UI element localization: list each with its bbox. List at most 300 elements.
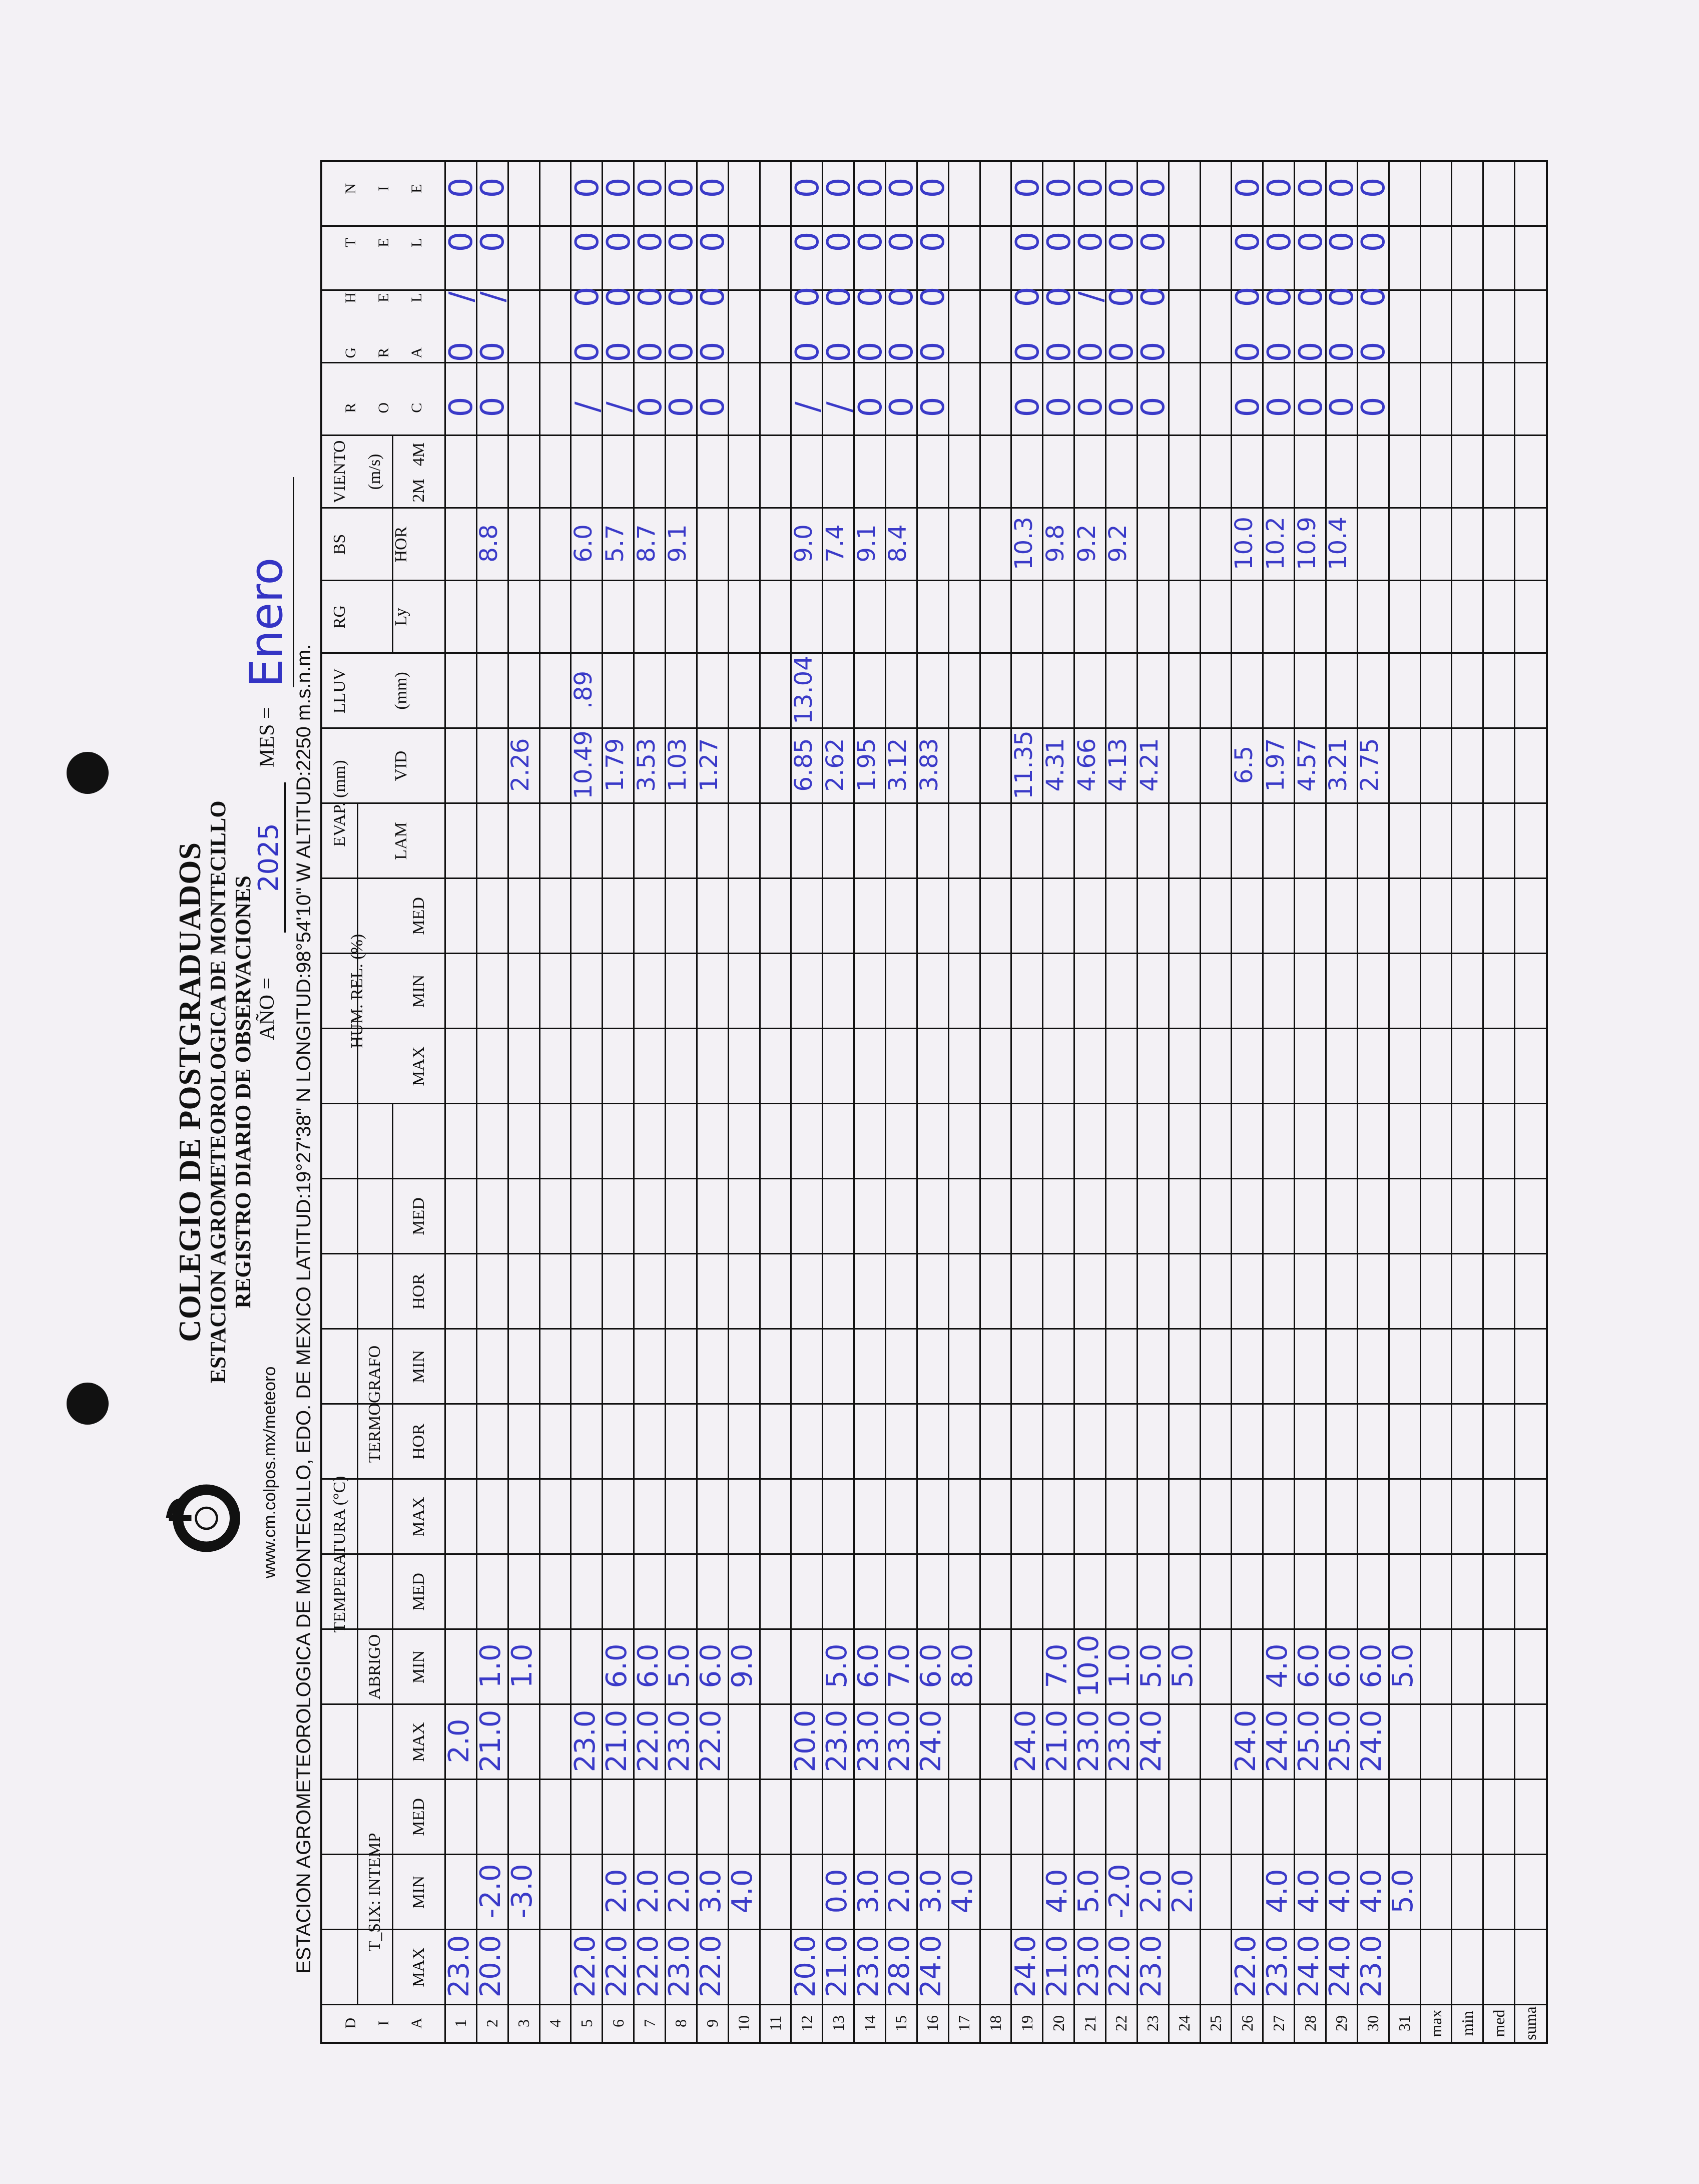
handwritten-tsix-min: 5.0 xyxy=(1072,1869,1105,1914)
handwritten-tsix-max: 22.0 xyxy=(600,1935,633,1998)
handwritten-ab-min: 6.0 xyxy=(1355,1643,1388,1688)
handwritten-ab-max: 24.0 xyxy=(1229,1709,1262,1773)
handwritten-vid: 1.27 xyxy=(695,738,724,792)
handwritten-nie: 0 xyxy=(1103,177,1141,198)
header-hum-rel: HUM. REL. (%) xyxy=(348,934,367,1049)
handwritten-ab-min: 4.0 xyxy=(1261,1643,1294,1688)
handwritten-gra: 0 xyxy=(1135,341,1173,362)
header-termo-hor: HOR xyxy=(409,1424,428,1460)
handwritten-gra: 0 xyxy=(1324,341,1361,362)
day-label: 1 xyxy=(451,2019,470,2027)
day-label: 8 xyxy=(672,2019,690,2027)
handwritten-bs: 9.2 xyxy=(1072,524,1101,563)
handwritten-nie: 0 xyxy=(632,177,669,198)
handwritten-gra: 0 xyxy=(443,341,480,362)
header-viento: VIENTO xyxy=(330,440,349,504)
day-label: 10 xyxy=(735,2015,753,2031)
header-bs-hor: HOR xyxy=(391,526,410,563)
handwritten-vid: 6.85 xyxy=(789,738,818,792)
handwritten-tsix-min: -2.0 xyxy=(474,1864,507,1919)
handwritten-bs: 9.0 xyxy=(789,524,818,563)
header-evap-vid: VID xyxy=(391,750,410,781)
handwritten-roc: 0 xyxy=(1355,396,1393,417)
handwritten-gra: 0 xyxy=(883,341,921,362)
header-tsix-med: MED xyxy=(409,1798,428,1836)
handwritten-gra: 0 xyxy=(474,341,512,362)
handwritten-ab-max: 25.0 xyxy=(1292,1709,1325,1773)
handwritten-vid: 6.5 xyxy=(1230,745,1258,784)
handwritten-bs: 9.1 xyxy=(664,524,692,563)
handwritten-roc: 0 xyxy=(1103,396,1141,417)
header-rg: RG xyxy=(330,605,349,629)
handwritten-hel: 0 xyxy=(1135,286,1173,307)
handwritten-ab-min: 6.0 xyxy=(915,1643,948,1688)
header-hum-med: MED xyxy=(409,897,428,935)
handwritten-ab-min: 1.0 xyxy=(506,1643,539,1688)
month-label: MES = xyxy=(256,707,279,767)
handwritten-tsix-max: 20.0 xyxy=(789,1935,822,1998)
handwritten-bs: 8.7 xyxy=(632,524,661,563)
handwritten-tsix-max: 23.0 xyxy=(1261,1935,1294,1998)
header-evap-lam: LAM xyxy=(391,822,410,860)
handwritten-tel: 0 xyxy=(1072,231,1109,252)
handwritten-ab-min: 5.0 xyxy=(1387,1643,1420,1688)
handwritten-gra: 0 xyxy=(695,341,732,362)
day-label: suma xyxy=(1521,2006,1539,2040)
handwritten-tel: 0 xyxy=(1229,231,1267,252)
handwritten-hel: 0 xyxy=(1292,286,1330,307)
day-label: 24 xyxy=(1175,2015,1194,2031)
handwritten-hel: 0 xyxy=(695,286,732,307)
handwritten-roc: / xyxy=(820,401,858,412)
handwritten-ab-min: 9.0 xyxy=(726,1643,759,1688)
header-tsix-min: MIN xyxy=(409,1875,428,1909)
handwritten-gra: 0 xyxy=(915,341,952,362)
observation-table xyxy=(320,160,1548,2044)
handwritten-tsix-max: 23.0 xyxy=(852,1935,885,1998)
handwritten-bs: 8.4 xyxy=(884,524,912,563)
handwritten-hel: 0 xyxy=(1009,286,1046,307)
handwritten-ab-min: 8.0 xyxy=(946,1643,979,1688)
handwritten-bs: 8.8 xyxy=(475,524,503,563)
handwritten-ab-min: 7.0 xyxy=(1040,1643,1073,1688)
handwritten-tel: 0 xyxy=(915,231,952,252)
day-label: 15 xyxy=(892,2015,910,2031)
day-label: 7 xyxy=(640,2019,659,2027)
handwritten-tsix-min: 3.0 xyxy=(695,1869,728,1914)
day-label: 19 xyxy=(1017,2015,1036,2031)
day-label: 5 xyxy=(577,2019,596,2027)
handwritten-tsix-max: 23.0 xyxy=(1072,1935,1105,1998)
handwritten-hel: 0 xyxy=(1355,286,1393,307)
handwritten-tsix-min: 4.0 xyxy=(1040,1869,1073,1914)
day-label: 14 xyxy=(860,2015,879,2031)
handwritten-gra: 0 xyxy=(1040,341,1078,362)
handwritten-roc: 0 xyxy=(852,396,889,417)
handwritten-roc: 0 xyxy=(474,396,512,417)
handwritten-nie: 0 xyxy=(474,177,512,198)
handwritten-hel: 0 xyxy=(569,286,606,307)
handwritten-bs: 10.9 xyxy=(1293,517,1321,570)
day-label: min xyxy=(1458,2011,1476,2036)
handwritten-tel: 0 xyxy=(443,231,480,252)
handwritten-vid: 11.35 xyxy=(1009,730,1038,799)
handwritten-tsix-min: -2.0 xyxy=(1103,1864,1137,1919)
register-subtitle: REGISTRO DIARIO DE OBSERVACIONES xyxy=(231,876,255,1308)
handwritten-tsix-min: -3.0 xyxy=(506,1864,539,1919)
header-termo-med: MED xyxy=(409,1197,428,1235)
day-label: 9 xyxy=(703,2019,722,2027)
handwritten-vid: 1.97 xyxy=(1261,738,1290,792)
handwritten-ab-max: 21.0 xyxy=(1040,1709,1073,1773)
handwritten-vid: 3.12 xyxy=(884,738,912,792)
handwritten-nie: 0 xyxy=(820,177,858,198)
handwritten-nie: 0 xyxy=(1229,177,1267,198)
handwritten-hel: 0 xyxy=(600,286,638,307)
header-termo-max: MAX xyxy=(409,1497,428,1537)
handwritten-tsix-max: 24.0 xyxy=(1009,1935,1042,1998)
header-bs: BS xyxy=(330,534,349,555)
handwritten-tsix-max: 22.0 xyxy=(569,1935,602,1998)
handwritten-bs: 6.0 xyxy=(569,524,598,563)
handwritten-ab-min: 1.0 xyxy=(1103,1643,1137,1688)
handwritten-nie: 0 xyxy=(600,177,638,198)
station-location: ESTACION AGROMETEOROLOGICA DE MONTECILLO, EDO. DE MEXICO LATITUD:19°27'38" N LONGITUD:98°54'10" W ALTITUD:2250 m.s.n.m. xyxy=(293,644,315,1974)
day-label: 16 xyxy=(923,2015,942,2031)
handwritten-gra: 0 xyxy=(852,341,889,362)
handwritten-ab-max: 24.0 xyxy=(1261,1709,1294,1773)
handwritten-ab-max: 24.0 xyxy=(915,1709,948,1773)
handwritten-nie: 0 xyxy=(1355,177,1393,198)
handwritten-tel: 0 xyxy=(474,231,512,252)
handwritten-bs: 10.2 xyxy=(1261,517,1290,570)
handwritten-nie: 0 xyxy=(1292,177,1330,198)
header-tel: T E L xyxy=(342,234,425,251)
handwritten-roc: 0 xyxy=(695,396,732,417)
handwritten-ab-max: 21.0 xyxy=(474,1709,507,1773)
handwritten-tel: 0 xyxy=(569,231,606,252)
handwritten-nie: 0 xyxy=(1009,177,1046,198)
day-label: 29 xyxy=(1332,2015,1351,2031)
day-label: 20 xyxy=(1049,2015,1067,2031)
handwritten-ab-min: 5.0 xyxy=(820,1643,853,1688)
header-viento-2m: 2M xyxy=(409,479,428,503)
header-t-six: T_SIX: INTEMP xyxy=(365,1833,384,1952)
day-label: med xyxy=(1489,2009,1508,2037)
handwritten-bs: 5.7 xyxy=(601,524,629,563)
handwritten-tsix-min: 4.0 xyxy=(1324,1869,1357,1914)
handwritten-roc: 0 xyxy=(632,396,669,417)
handwritten-vid: 10.49 xyxy=(569,730,598,799)
header-evap: EVAP. (mm) xyxy=(330,760,349,847)
handwritten-tsix-min: 4.0 xyxy=(726,1869,759,1914)
handwritten-roc: / xyxy=(569,401,606,412)
header-termo-hor2: HOR xyxy=(409,1273,428,1309)
handwritten-roc: 0 xyxy=(663,396,701,417)
handwritten-hel: 0 xyxy=(1103,286,1141,307)
handwritten-tel: 0 xyxy=(695,231,732,252)
handwritten-hel: / xyxy=(1072,291,1109,302)
handwritten-roc: 0 xyxy=(1229,396,1267,417)
day-label: 12 xyxy=(797,2015,816,2031)
handwritten-tsix-min: 2.0 xyxy=(632,1869,665,1914)
handwritten-tel: 0 xyxy=(1292,231,1330,252)
handwritten-nie: 0 xyxy=(663,177,701,198)
handwritten-tel: 0 xyxy=(820,231,858,252)
handwritten-ab-max: 23.0 xyxy=(1072,1709,1105,1773)
handwritten-gra: 0 xyxy=(1355,341,1393,362)
day-label: 27 xyxy=(1269,2015,1288,2031)
day-label: 22 xyxy=(1112,2015,1130,2031)
handwritten-ab-min: 6.0 xyxy=(1324,1643,1357,1688)
handwritten-ab-max: 24.0 xyxy=(1355,1709,1388,1773)
handwritten-hel: 0 xyxy=(1040,286,1078,307)
handwritten-nie: 0 xyxy=(1040,177,1078,198)
handwritten-gra: 0 xyxy=(632,341,669,362)
handwritten-gra: 0 xyxy=(1072,341,1109,362)
year-label: AÑO = xyxy=(256,977,279,1040)
handwritten-hel: 0 xyxy=(820,286,858,307)
header-abrigo-med: MED xyxy=(409,1573,428,1611)
handwritten-nie: 0 xyxy=(789,177,826,198)
handwritten-vid: 1.03 xyxy=(664,738,692,792)
header-lluv: LLUV xyxy=(330,668,349,714)
handwritten-ab-max: 22.0 xyxy=(632,1709,665,1773)
day-label: 23 xyxy=(1144,2015,1162,2031)
colpos-logo xyxy=(165,1481,240,1556)
handwritten-ab-min: 5.0 xyxy=(1167,1643,1200,1688)
header-rg-ly: Ly xyxy=(391,608,410,626)
handwritten-tel: 0 xyxy=(1135,231,1173,252)
handwritten-hel: 0 xyxy=(1229,286,1267,307)
handwritten-nie: 0 xyxy=(852,177,889,198)
handwritten-hel: / xyxy=(443,291,480,302)
handwritten-tel: 0 xyxy=(600,231,638,252)
handwritten-tsix-max: 23.0 xyxy=(1135,1935,1168,1998)
handwritten-gra: 0 xyxy=(820,341,858,362)
handwritten-tsix-max: 24.0 xyxy=(1292,1935,1325,1998)
handwritten-vid: 4.21 xyxy=(1136,738,1164,792)
handwritten-tsix-min: 2.0 xyxy=(600,1869,633,1914)
handwritten-ab-max: 20.0 xyxy=(789,1709,822,1773)
handwritten-nie: 0 xyxy=(915,177,952,198)
day-label: 21 xyxy=(1080,2015,1099,2031)
handwritten-tsix-max: 22.0 xyxy=(1103,1935,1137,1998)
day-label: 25 xyxy=(1207,2015,1225,2031)
day-label: 30 xyxy=(1364,2015,1382,2031)
day-label: 6 xyxy=(609,2019,627,2027)
station-subtitle: ESTACION AGROMETEOROLOGICA DE MONTECILLO xyxy=(206,800,230,1384)
header-gra: G R A xyxy=(342,344,425,361)
header-termo-min: MIN xyxy=(409,1350,428,1384)
handwritten-gra: 0 xyxy=(1292,341,1330,362)
handwritten-tel: 0 xyxy=(632,231,669,252)
handwritten-roc: 0 xyxy=(1292,396,1330,417)
handwritten-tsix-min: 3.0 xyxy=(852,1869,885,1914)
header-abrigo-min: MIN xyxy=(409,1650,428,1684)
handwritten-tsix-min: 4.0 xyxy=(1355,1869,1388,1914)
handwritten-bs: 9.8 xyxy=(1041,524,1069,563)
handwritten-tel: 0 xyxy=(852,231,889,252)
day-label: 3 xyxy=(514,2019,533,2027)
handwritten-ab-min: 1.0 xyxy=(474,1643,507,1688)
handwritten-roc: 0 xyxy=(1072,396,1109,417)
handwritten-tsix-min: 3.0 xyxy=(915,1869,948,1914)
day-label: max xyxy=(1427,2009,1445,2037)
handwritten-tsix-max: 22.0 xyxy=(632,1935,665,1998)
handwritten-vid: 3.83 xyxy=(915,738,944,792)
handwritten-ab-max: 22.0 xyxy=(695,1709,728,1773)
handwritten-tsix-max: 22.0 xyxy=(1229,1935,1262,1998)
handwritten-ab-max: 23.0 xyxy=(852,1709,885,1773)
handwritten-tsix-min: 2.0 xyxy=(883,1869,916,1914)
handwritten-roc: 0 xyxy=(1261,396,1298,417)
handwritten-gra: 0 xyxy=(1229,341,1267,362)
handwritten-gra: 0 xyxy=(600,341,638,362)
header-viento-4m: 4M xyxy=(409,442,428,467)
handwritten-hel: 0 xyxy=(883,286,921,307)
handwritten-bs: 10.0 xyxy=(1230,517,1258,570)
header-hel: H E L xyxy=(342,289,425,306)
handwritten-vid: 2.75 xyxy=(1356,738,1384,792)
handwritten-ab-max: 23.0 xyxy=(883,1709,916,1773)
handwritten-ab-max: 24.0 xyxy=(1009,1709,1042,1773)
header-abrigo-max: MAX xyxy=(409,1722,428,1762)
handwritten-tsix-min: 0.0 xyxy=(820,1869,853,1914)
handwritten-nie: 0 xyxy=(1324,177,1361,198)
handwritten-tel: 0 xyxy=(1324,231,1361,252)
handwritten-gra: 0 xyxy=(663,341,701,362)
header-lluv-mm: (mm) xyxy=(391,672,410,710)
handwritten-vid: 4.13 xyxy=(1104,738,1132,792)
handwritten-gra: 0 xyxy=(1009,341,1046,362)
handwritten-roc: 0 xyxy=(1040,396,1078,417)
handwritten-hel: / xyxy=(474,291,512,302)
handwritten-roc: 0 xyxy=(443,396,480,417)
handwritten-tsix-min: 4.0 xyxy=(1261,1869,1294,1914)
handwritten-ab-min: 6.0 xyxy=(852,1643,885,1688)
handwritten-tel: 0 xyxy=(663,231,701,252)
handwritten-roc: / xyxy=(600,401,638,412)
handwritten-ab-max: 24.0 xyxy=(1135,1709,1168,1773)
handwritten-vid: 3.53 xyxy=(632,738,661,792)
header-abrigo: ABRIGO xyxy=(365,1634,384,1700)
handwritten-tsix-max: 21.0 xyxy=(820,1935,853,1998)
header-termografo: TERMOGRAFO xyxy=(365,1345,384,1463)
handwritten-nie: 0 xyxy=(1072,177,1109,198)
handwritten-hel: 0 xyxy=(852,286,889,307)
day-label: 18 xyxy=(986,2015,1004,2031)
header-temperatura: TEMPERATURA (°C) xyxy=(330,1476,349,1633)
handwritten-tel: 0 xyxy=(1040,231,1078,252)
handwritten-ab-min: 6.0 xyxy=(695,1643,728,1688)
handwritten-tsix-max: 23.0 xyxy=(443,1935,476,1998)
handwritten-hel: 0 xyxy=(1261,286,1298,307)
handwritten-ab-max: 2.0 xyxy=(443,1718,476,1764)
handwritten-tel: 0 xyxy=(883,231,921,252)
day-label: 17 xyxy=(955,2015,973,2031)
handwritten-gra: 0 xyxy=(1261,341,1298,362)
handwritten-vid: 2.62 xyxy=(821,738,849,792)
handwritten-hel: 0 xyxy=(1324,286,1361,307)
handwritten-tsix-min: 2.0 xyxy=(663,1869,696,1914)
handwritten-ab-max: 23.0 xyxy=(820,1709,853,1773)
header-hum-min: MIN xyxy=(409,974,428,1008)
handwritten-vid: 4.66 xyxy=(1072,738,1101,792)
handwritten-gra: 0 xyxy=(569,341,606,362)
day-label: 2 xyxy=(483,2019,501,2027)
handwritten-tsix-max: 24.0 xyxy=(1324,1935,1357,1998)
handwritten-nie: 0 xyxy=(1261,177,1298,198)
handwritten-gra: 0 xyxy=(789,341,826,362)
handwritten-ab-min: 5.0 xyxy=(1135,1643,1168,1688)
handwritten-ab-max: 23.0 xyxy=(569,1709,602,1773)
handwritten-vid: 4.31 xyxy=(1041,738,1069,792)
handwritten-tsix-min: 4.0 xyxy=(1292,1869,1325,1914)
day-label: 26 xyxy=(1238,2015,1256,2031)
handwritten-tel: 0 xyxy=(1009,231,1046,252)
handwritten-ab-min: 7.0 xyxy=(883,1643,916,1688)
handwritten-vid: 4.57 xyxy=(1293,738,1321,792)
handwritten-lluv: 13.04 xyxy=(789,655,818,724)
handwritten-tel: 0 xyxy=(1355,231,1393,252)
handwritten-bs: 9.1 xyxy=(852,524,881,563)
website-url: www.cm.colpos.mx/meteoro xyxy=(260,1366,279,1578)
year-value: 2025 xyxy=(253,782,286,933)
handwritten-vid: 2.26 xyxy=(506,738,535,792)
handwritten-tsix-max: 20.0 xyxy=(474,1935,507,1998)
handwritten-tsix-min: 5.0 xyxy=(1387,1869,1420,1914)
handwritten-bs: 10.4 xyxy=(1324,517,1353,570)
handwritten-tsix-max: 22.0 xyxy=(695,1935,728,1998)
handwritten-nie: 0 xyxy=(1135,177,1173,198)
handwritten-ab-min: 6.0 xyxy=(1292,1643,1325,1688)
handwritten-nie: 0 xyxy=(569,177,606,198)
day-label: 11 xyxy=(766,2015,784,2031)
handwritten-ab-max: 23.0 xyxy=(1103,1709,1137,1773)
handwritten-tsix-max: 23.0 xyxy=(1355,1935,1388,1998)
handwritten-lluv: .89 xyxy=(569,670,598,709)
handwritten-tsix-max: 24.0 xyxy=(915,1935,948,1998)
handwritten-tsix-min: 4.0 xyxy=(946,1869,979,1914)
handwritten-hel: 0 xyxy=(915,286,952,307)
handwritten-roc: / xyxy=(789,401,826,412)
header-dia: D I A xyxy=(342,2015,425,2032)
handwritten-ab-min: 10.0 xyxy=(1072,1634,1105,1697)
day-label: 13 xyxy=(829,2015,847,2031)
handwritten-gra: 0 xyxy=(1103,341,1141,362)
handwritten-roc: 0 xyxy=(1135,396,1173,417)
handwritten-tel: 0 xyxy=(1103,231,1141,252)
header-roc: R O C xyxy=(342,399,425,416)
header-viento-ms: (m/s) xyxy=(365,454,384,490)
handwritten-tel: 0 xyxy=(789,231,826,252)
handwritten-hel: 0 xyxy=(632,286,669,307)
handwritten-roc: 0 xyxy=(883,396,921,417)
month-value: Enero xyxy=(240,477,294,687)
handwritten-nie: 0 xyxy=(883,177,921,198)
handwritten-roc: 0 xyxy=(1324,396,1361,417)
day-label: 28 xyxy=(1301,2015,1319,2031)
header-nie: N I E xyxy=(342,180,425,197)
handwritten-tsix-max: 28.0 xyxy=(883,1935,916,1998)
handwritten-roc: 0 xyxy=(915,396,952,417)
handwritten-ab-max: 23.0 xyxy=(663,1709,696,1773)
handwritten-bs: 10.3 xyxy=(1009,517,1038,570)
day-label: 4 xyxy=(546,2019,564,2027)
institution-title: COLEGIO DE POSTGRADUADOS xyxy=(173,842,207,1342)
handwritten-tsix-min: 2.0 xyxy=(1167,1869,1200,1914)
